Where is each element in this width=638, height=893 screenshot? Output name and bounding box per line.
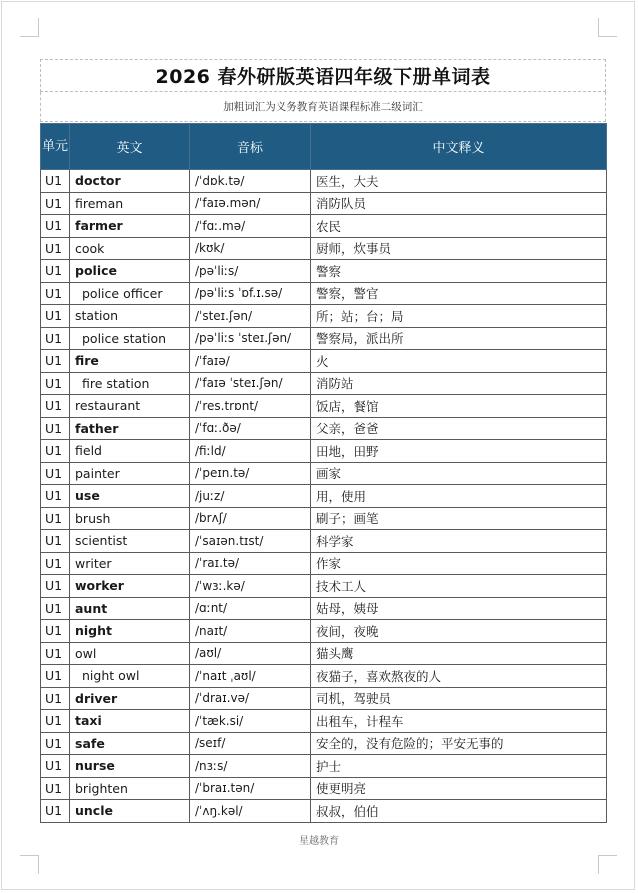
crop-mark-top-right [598, 18, 617, 37]
cell-chinese[interactable]: 田地，田野 [311, 440, 607, 463]
cell-phonetic[interactable]: /ˈʌŋ.kəl/ [190, 800, 311, 823]
cell-english[interactable]: uncle [70, 800, 190, 823]
cell-english[interactable]: fireman [70, 192, 190, 215]
table-row [41, 462, 607, 485]
cell-phonetic[interactable]: /ˈdɒk.tə/ [190, 170, 311, 193]
cell-phonetic[interactable]: /ˈdraɪ.və/ [190, 687, 311, 710]
cell-english[interactable]: writer [70, 552, 190, 575]
cell-unit[interactable]: U1 [41, 755, 70, 778]
cell-unit[interactable]: U1 [41, 732, 70, 755]
crop-mark-bottom-right [598, 855, 617, 874]
cell-chinese[interactable]: 猫头鹰 [311, 642, 607, 665]
table-row [41, 800, 607, 823]
table-row [41, 237, 607, 260]
cell-english[interactable]: fire station [70, 372, 190, 395]
cell-english[interactable]: aunt [70, 597, 190, 620]
footer-brand: 星越教育 [299, 836, 339, 847]
cell-unit[interactable]: U1 [41, 192, 70, 215]
table-row [41, 597, 607, 620]
cell-unit[interactable]: U1 [41, 215, 70, 238]
header-phonetic: 音标 [190, 124, 311, 170]
cell-unit[interactable]: U1 [41, 237, 70, 260]
cell-english[interactable]: brush [70, 507, 190, 530]
cell-unit[interactable]: U1 [41, 597, 70, 620]
table-row [41, 417, 607, 440]
cell-unit[interactable]: U1 [41, 485, 70, 508]
cell-chinese[interactable]: 医生，大夫 [311, 170, 607, 193]
cell-chinese[interactable]: 刷子；画笔 [311, 507, 607, 530]
cell-chinese[interactable]: 安全的，没有危险的；平安无事的 [311, 732, 607, 755]
vocabulary-table [40, 123, 607, 823]
cell-english[interactable]: brighten [70, 777, 190, 800]
cell-phonetic[interactable]: /pəˈliːs ˈsteɪ.ʃən/ [190, 327, 311, 350]
cell-phonetic[interactable]: /ˈwɜː.kə/ [190, 575, 311, 598]
table-row [41, 665, 607, 688]
cell-chinese[interactable]: 用，使用 [311, 485, 607, 508]
header-english: 英文 [70, 124, 190, 170]
cell-chinese[interactable]: 消防站 [311, 372, 607, 395]
crop-mark-top-left [20, 18, 39, 37]
table-row [41, 350, 607, 373]
cell-phonetic[interactable]: /ˈraɪ.tə/ [190, 552, 311, 575]
cell-unit[interactable]: U1 [41, 507, 70, 530]
cell-english[interactable]: night [70, 620, 190, 643]
cell-phonetic[interactable]: /ˈsteɪ.ʃən/ [190, 305, 311, 328]
cell-chinese[interactable]: 科学家 [311, 530, 607, 553]
cell-chinese[interactable]: 饭店，餐馆 [311, 395, 607, 418]
cell-english[interactable]: farmer [70, 215, 190, 238]
cell-chinese[interactable]: 技术工人 [311, 575, 607, 598]
table-row [41, 710, 607, 733]
cell-chinese[interactable]: 出租车，计程车 [311, 710, 607, 733]
cell-chinese[interactable]: 叔叔，伯伯 [311, 800, 607, 823]
cell-chinese[interactable]: 农民 [311, 215, 607, 238]
cell-phonetic[interactable]: /kʊk/ [190, 237, 311, 260]
cell-english[interactable]: cook [70, 237, 190, 260]
table-row [41, 507, 607, 530]
table-row [41, 282, 607, 305]
cell-unit[interactable]: U1 [41, 642, 70, 665]
crop-mark-bottom-left [20, 855, 39, 874]
cell-chinese[interactable]: 夜猫子，喜欢熬夜的人 [311, 665, 607, 688]
cell-phonetic[interactable]: /ˈfɑː.ðə/ [190, 417, 311, 440]
table-row [41, 777, 607, 800]
cell-unit[interactable]: U1 [41, 777, 70, 800]
cell-english[interactable]: use [70, 485, 190, 508]
cell-phonetic[interactable]: /juːz/ [190, 485, 311, 508]
cell-english[interactable]: night owl [70, 665, 190, 688]
cell-english[interactable]: owl [70, 642, 190, 665]
cell-english[interactable]: taxi [70, 710, 190, 733]
cell-phonetic[interactable]: /ˈbraɪ.tən/ [190, 777, 311, 800]
cell-unit[interactable]: U1 [41, 530, 70, 553]
table-row [41, 485, 607, 508]
cell-chinese[interactable]: 作家 [311, 552, 607, 575]
cell-english[interactable]: doctor [70, 170, 190, 193]
cell-unit[interactable]: U1 [41, 350, 70, 373]
cell-chinese[interactable]: 司机，驾驶员 [311, 687, 607, 710]
cell-unit[interactable]: U1 [41, 665, 70, 688]
cell-unit[interactable]: U1 [41, 440, 70, 463]
cell-english[interactable]: police station [70, 327, 190, 350]
cell-phonetic[interactable]: /seɪf/ [190, 732, 311, 755]
table-row [41, 755, 607, 778]
cell-phonetic[interactable]: /ˈfɑː.mə/ [190, 215, 311, 238]
cell-unit[interactable]: U1 [41, 462, 70, 485]
cell-chinese[interactable]: 警察局，派出所 [311, 327, 607, 350]
cell-english[interactable]: police officer [70, 282, 190, 305]
table-header-row [41, 124, 607, 170]
cell-chinese[interactable]: 夜间，夜晚 [311, 620, 607, 643]
table-row [41, 395, 607, 418]
table-body [41, 170, 607, 823]
table-row [41, 575, 607, 598]
cell-phonetic[interactable]: /ˈfaɪə ˈsteɪ.ʃən/ [190, 372, 311, 395]
table-row [41, 642, 607, 665]
cell-phonetic[interactable]: /nɜːs/ [190, 755, 311, 778]
cell-phonetic[interactable]: /ˈres.trɒnt/ [190, 395, 311, 418]
cell-english[interactable]: safe [70, 732, 190, 755]
cell-phonetic[interactable]: /brʌʃ/ [190, 507, 311, 530]
table-row [41, 440, 607, 463]
table-row [41, 732, 607, 755]
cell-phonetic[interactable]: /fiːld/ [190, 440, 311, 463]
cell-english[interactable]: painter [70, 462, 190, 485]
cell-chinese[interactable]: 厨师，炊事员 [311, 237, 607, 260]
cell-unit[interactable]: U1 [41, 372, 70, 395]
header-chinese: 中文释义 [311, 124, 607, 170]
cell-phonetic[interactable]: /ɑːnt/ [190, 597, 311, 620]
cell-unit[interactable]: U1 [41, 687, 70, 710]
cell-phonetic[interactable]: /pəˈliːs/ [190, 260, 311, 283]
cell-unit[interactable]: U1 [41, 395, 70, 418]
cell-unit[interactable]: U1 [41, 575, 70, 598]
cell-english[interactable]: station [70, 305, 190, 328]
cell-unit[interactable]: U1 [41, 327, 70, 350]
cell-english[interactable]: fire [70, 350, 190, 373]
cell-unit[interactable]: U1 [41, 710, 70, 733]
table-row [41, 687, 607, 710]
cell-phonetic[interactable]: /ˈfaɪə.mən/ [190, 192, 311, 215]
table-row [41, 305, 607, 328]
cell-english[interactable]: field [70, 440, 190, 463]
cell-unit[interactable]: U1 [41, 305, 70, 328]
cell-unit[interactable]: U1 [41, 417, 70, 440]
table-row [41, 215, 607, 238]
cell-english[interactable]: father [70, 417, 190, 440]
cell-phonetic[interactable]: /ˈnaɪt ˌaʊl/ [190, 665, 311, 688]
cell-phonetic[interactable]: /naɪt/ [190, 620, 311, 643]
cell-unit[interactable]: U1 [41, 282, 70, 305]
cell-unit[interactable]: U1 [41, 170, 70, 193]
table-row [41, 552, 607, 575]
cell-phonetic[interactable]: /ˈfaɪə/ [190, 350, 311, 373]
cell-unit[interactable]: U1 [41, 620, 70, 643]
document-note[interactable]: 加粗词汇为义务教育英语课程标准二级词汇 [40, 92, 606, 122]
table-row [41, 192, 607, 215]
cell-chinese[interactable]: 消防队员 [311, 192, 607, 215]
cell-chinese[interactable]: 姑母，姨母 [311, 597, 607, 620]
cell-phonetic[interactable]: /ˈtæk.si/ [190, 710, 311, 733]
cell-chinese[interactable]: 警察，警官 [311, 282, 607, 305]
table-row [41, 170, 607, 193]
cell-chinese[interactable]: 使更明亮 [311, 777, 607, 800]
table-row [41, 372, 607, 395]
cell-unit[interactable]: U1 [41, 260, 70, 283]
cell-chinese[interactable]: 火 [311, 350, 607, 373]
cell-english[interactable]: police [70, 260, 190, 283]
cell-unit[interactable]: U1 [41, 800, 70, 823]
cell-phonetic[interactable]: /aʊl/ [190, 642, 311, 665]
cell-english[interactable]: scientist [70, 530, 190, 553]
cell-chinese[interactable]: 画家 [311, 462, 607, 485]
table-row [41, 327, 607, 350]
cell-chinese[interactable]: 警察 [311, 260, 607, 283]
header-unit: 单元 [41, 124, 70, 170]
cell-english[interactable]: driver [70, 687, 190, 710]
document-title[interactable]: 2026 春外研版英语四年级下册单词表 [40, 59, 606, 92]
table-row [41, 530, 607, 553]
cell-phonetic[interactable]: /ˈpeɪn.tə/ [190, 462, 311, 485]
cell-phonetic[interactable]: /pəˈliːs ˈɒf.ɪ.sə/ [190, 282, 311, 305]
cell-chinese[interactable]: 所；站；台；局 [311, 305, 607, 328]
table-row [41, 620, 607, 643]
cell-english[interactable]: nurse [70, 755, 190, 778]
table-row [41, 260, 607, 283]
cell-english[interactable]: restaurant [70, 395, 190, 418]
cell-chinese[interactable]: 护士 [311, 755, 607, 778]
cell-unit[interactable]: U1 [41, 552, 70, 575]
cell-chinese[interactable]: 父亲，爸爸 [311, 417, 607, 440]
cell-english[interactable]: worker [70, 575, 190, 598]
cell-phonetic[interactable]: /ˈsaɪən.tɪst/ [190, 530, 311, 553]
